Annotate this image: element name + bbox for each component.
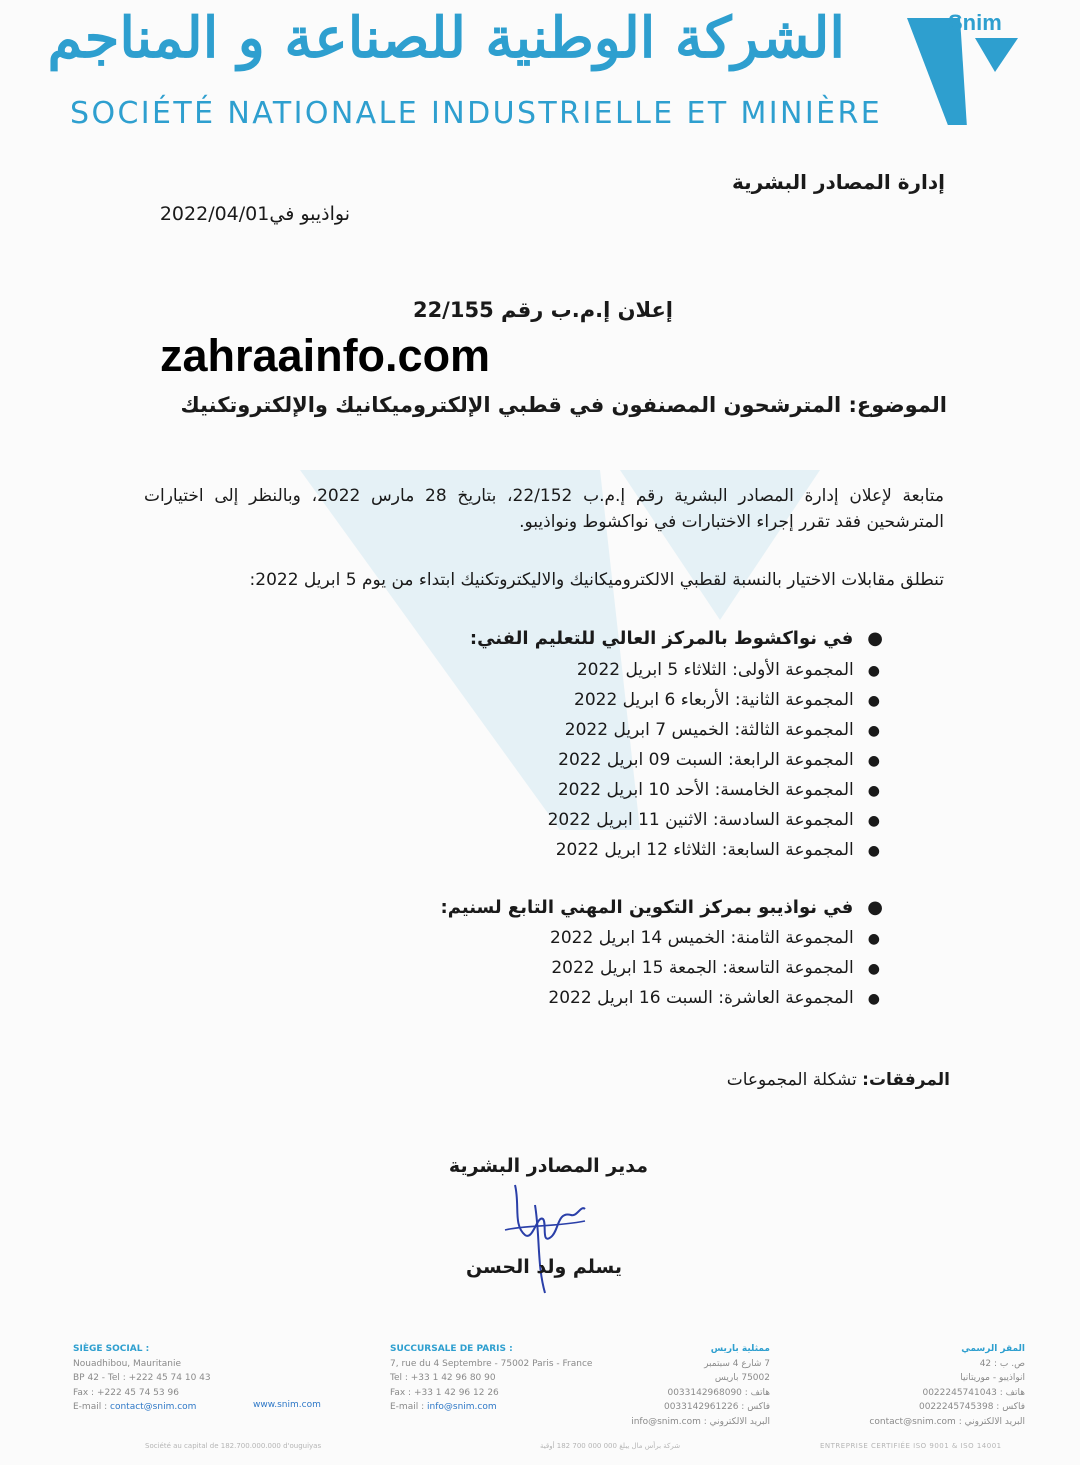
bullet-icon: ● (867, 813, 880, 829)
attachments-label: المرفقات: (862, 1070, 950, 1090)
bullet-icon: ● (867, 991, 880, 1007)
list-item (548, 655, 880, 685)
footer-email-label: E-mail : (73, 1402, 108, 1412)
bullet-icon: ● (867, 663, 880, 679)
bullet-icon: ● (867, 783, 880, 799)
section-title-text: في نواذيبو بمركز التكوين المهني التابع لسنيم: (440, 897, 854, 918)
footer-line: فاكس : 0033142961226 (663, 1402, 770, 1412)
group-text: المجموعة الثامنة: الخميس 14 ابريل 2022 (550, 928, 854, 948)
attachments-value: تشكلة المجموعات (726, 1070, 857, 1090)
footer-line: ص. ب : 42 (979, 1358, 1025, 1369)
footer-email-link[interactable]: info@snim.com (427, 1402, 497, 1412)
intro-paragraph: متابعة لإعلان إدارة المصادر البشرية رقم إ.م.ب 22/152، بتاريخ 28 مارس 2022، وبالنظر إلى اختيارات المترشحين فقد تقرر إجراء الاختبارات في نواكشوط ونواذيبو. (144, 486, 944, 532)
announcement-number: إعلان إ.م.ب رقم 22/155 (412, 298, 673, 322)
letter-subject: الموضوع: المترشحون المصنفون في قطبي الإلكتروميكانيك والإلكتروتكنيك (180, 393, 947, 417)
director-name: يسلم ولد الحسن (465, 1256, 622, 1278)
group-text: المجموعة الثالثة: الخميس 7 ابريل 2022 (564, 720, 854, 740)
list-item (548, 835, 880, 865)
nouakchott-group-list (548, 655, 880, 865)
letter-date: نواذيبو في2022/04/01 (159, 203, 350, 225)
footer-line: 7 شارع 4 سبتمبر (704, 1358, 770, 1369)
group-text: المجموعة السادسة: الاثنين 11 ابريل 2022 (547, 810, 854, 830)
footer-email-line (73, 1400, 211, 1415)
footer-line: البريد الالكتروني : contact@snim.com (869, 1416, 1025, 1427)
bullet-icon: ● (867, 961, 880, 977)
group-text: المجموعة الرابعة: السبت 09 ابريل 2022 (558, 750, 854, 770)
footer-email-label: E-mail : (390, 1402, 425, 1412)
section-title-text: في نواكشوط بالمركز العالي للتعليم الفني: (469, 628, 854, 649)
list-item (548, 715, 880, 745)
list-item (548, 805, 880, 835)
footer-heading: SUCCURSALE DE PARIS : (390, 1344, 513, 1354)
footer-heading: ممثلية باريس (710, 1344, 770, 1354)
watermark-site-text: zahraainfo.com (160, 330, 491, 381)
department-name: إدارة المصادر البشرية (732, 170, 945, 194)
footer-siege-social (73, 1342, 211, 1415)
footer-email-line (390, 1400, 592, 1415)
group-text: المجموعة الثانية: الأربعاء 6 ابريل 2022 (574, 690, 854, 710)
footer-line: هاتف : 0033142968090 (667, 1387, 770, 1398)
footer-line: BP 42 - Tel : +222 45 74 10 43 (73, 1373, 211, 1383)
section-nouadhibou-title (441, 897, 883, 918)
list-item (548, 983, 880, 1013)
footer-line: هاتف : 0022245741043 (922, 1387, 1025, 1398)
footer-line: 7, rue du 4 Septembre - 75002 Paris - France (390, 1358, 593, 1369)
bullet-icon: ● (867, 897, 883, 918)
footer-line: Fax : +33 1 42 96 12 26 (390, 1387, 499, 1398)
list-item (548, 745, 880, 775)
footer-line: Tel : +33 1 42 96 80 90 (390, 1373, 496, 1383)
company-name-french: SOCIÉTÉ NATIONALE INDUSTRIELLE ET MINIÈRE (70, 96, 883, 131)
company-name-arabic: الشركة الوطنية للصناعة و المناجم (47, 5, 845, 71)
nouadhibou-group-list (548, 923, 880, 1013)
group-text: المجموعة السابعة: الثلاثاء 12 ابريل 2022 (555, 840, 854, 860)
list-item (548, 685, 880, 715)
schedule-paragraph: تنطلق مقابلات الاختيار بالنسبة لقطبي الالكتروميكانيك والاليكتروتكنيك ابتداء من يوم 5 ابريل 2022: (249, 570, 944, 590)
bullet-icon: ● (867, 753, 880, 769)
bullet-icon: ● (867, 723, 880, 739)
group-text: المجموعة الأولى: الثلاثاء 5 ابريل 2022 (576, 660, 854, 680)
footer-heading: SIÈGE SOCIAL : (73, 1344, 150, 1354)
footer-line: Nouadhibou, Mauritanie (73, 1358, 181, 1369)
bullet-icon: ● (867, 843, 880, 859)
footer-website-link[interactable]: www.snim.com (253, 1400, 321, 1410)
bullet-icon: ● (867, 628, 883, 649)
group-text: المجموعة التاسعة: الجمعة 15 ابريل 2022 (551, 958, 854, 978)
footer-email-link[interactable]: contact@snim.com (110, 1402, 197, 1412)
footer-heading: المقر الرسمي (961, 1344, 1025, 1354)
attachments (727, 1070, 950, 1090)
snim-logo-word: Snim (948, 10, 1002, 35)
capital-arabic: شركة برأس مال يبلغ 000 000 700 182 أوقية (540, 1442, 681, 1450)
bullet-icon: ● (867, 693, 880, 709)
footer-line: انواذيبو - موريتانيا (960, 1373, 1025, 1383)
list-item (548, 953, 880, 983)
list-item (548, 775, 880, 805)
list-item (548, 923, 880, 953)
footer-line: البريد الالكتروني : info@snim.com (631, 1416, 770, 1427)
footer-siege-arabic (830, 1342, 1025, 1429)
director-title: مدير المصادر البشرية (448, 1155, 648, 1177)
capital-french: Société au capital de 182.700.000.000 d'ouguiyas (145, 1442, 322, 1450)
iso-certification: ENTREPRISE CERTIFIÉE ISO 9001 & ISO 14001 (820, 1442, 1002, 1450)
footer-line: 75002 باريس (714, 1373, 770, 1383)
bullet-icon: ● (867, 931, 880, 947)
group-text: المجموعة العاشرة: السبت 16 ابريل 2022 (548, 988, 854, 1008)
footer-line: فاكس : 0022245745398 (918, 1402, 1025, 1412)
group-text: المجموعة الخامسة: الأحد 10 ابريل 2022 (557, 780, 854, 800)
footer-paris-arabic (600, 1342, 770, 1429)
section-nouakchott-title (470, 628, 883, 649)
footer-line: Fax : +222 45 74 53 96 (73, 1387, 179, 1398)
footer-succursale-paris (390, 1342, 592, 1415)
